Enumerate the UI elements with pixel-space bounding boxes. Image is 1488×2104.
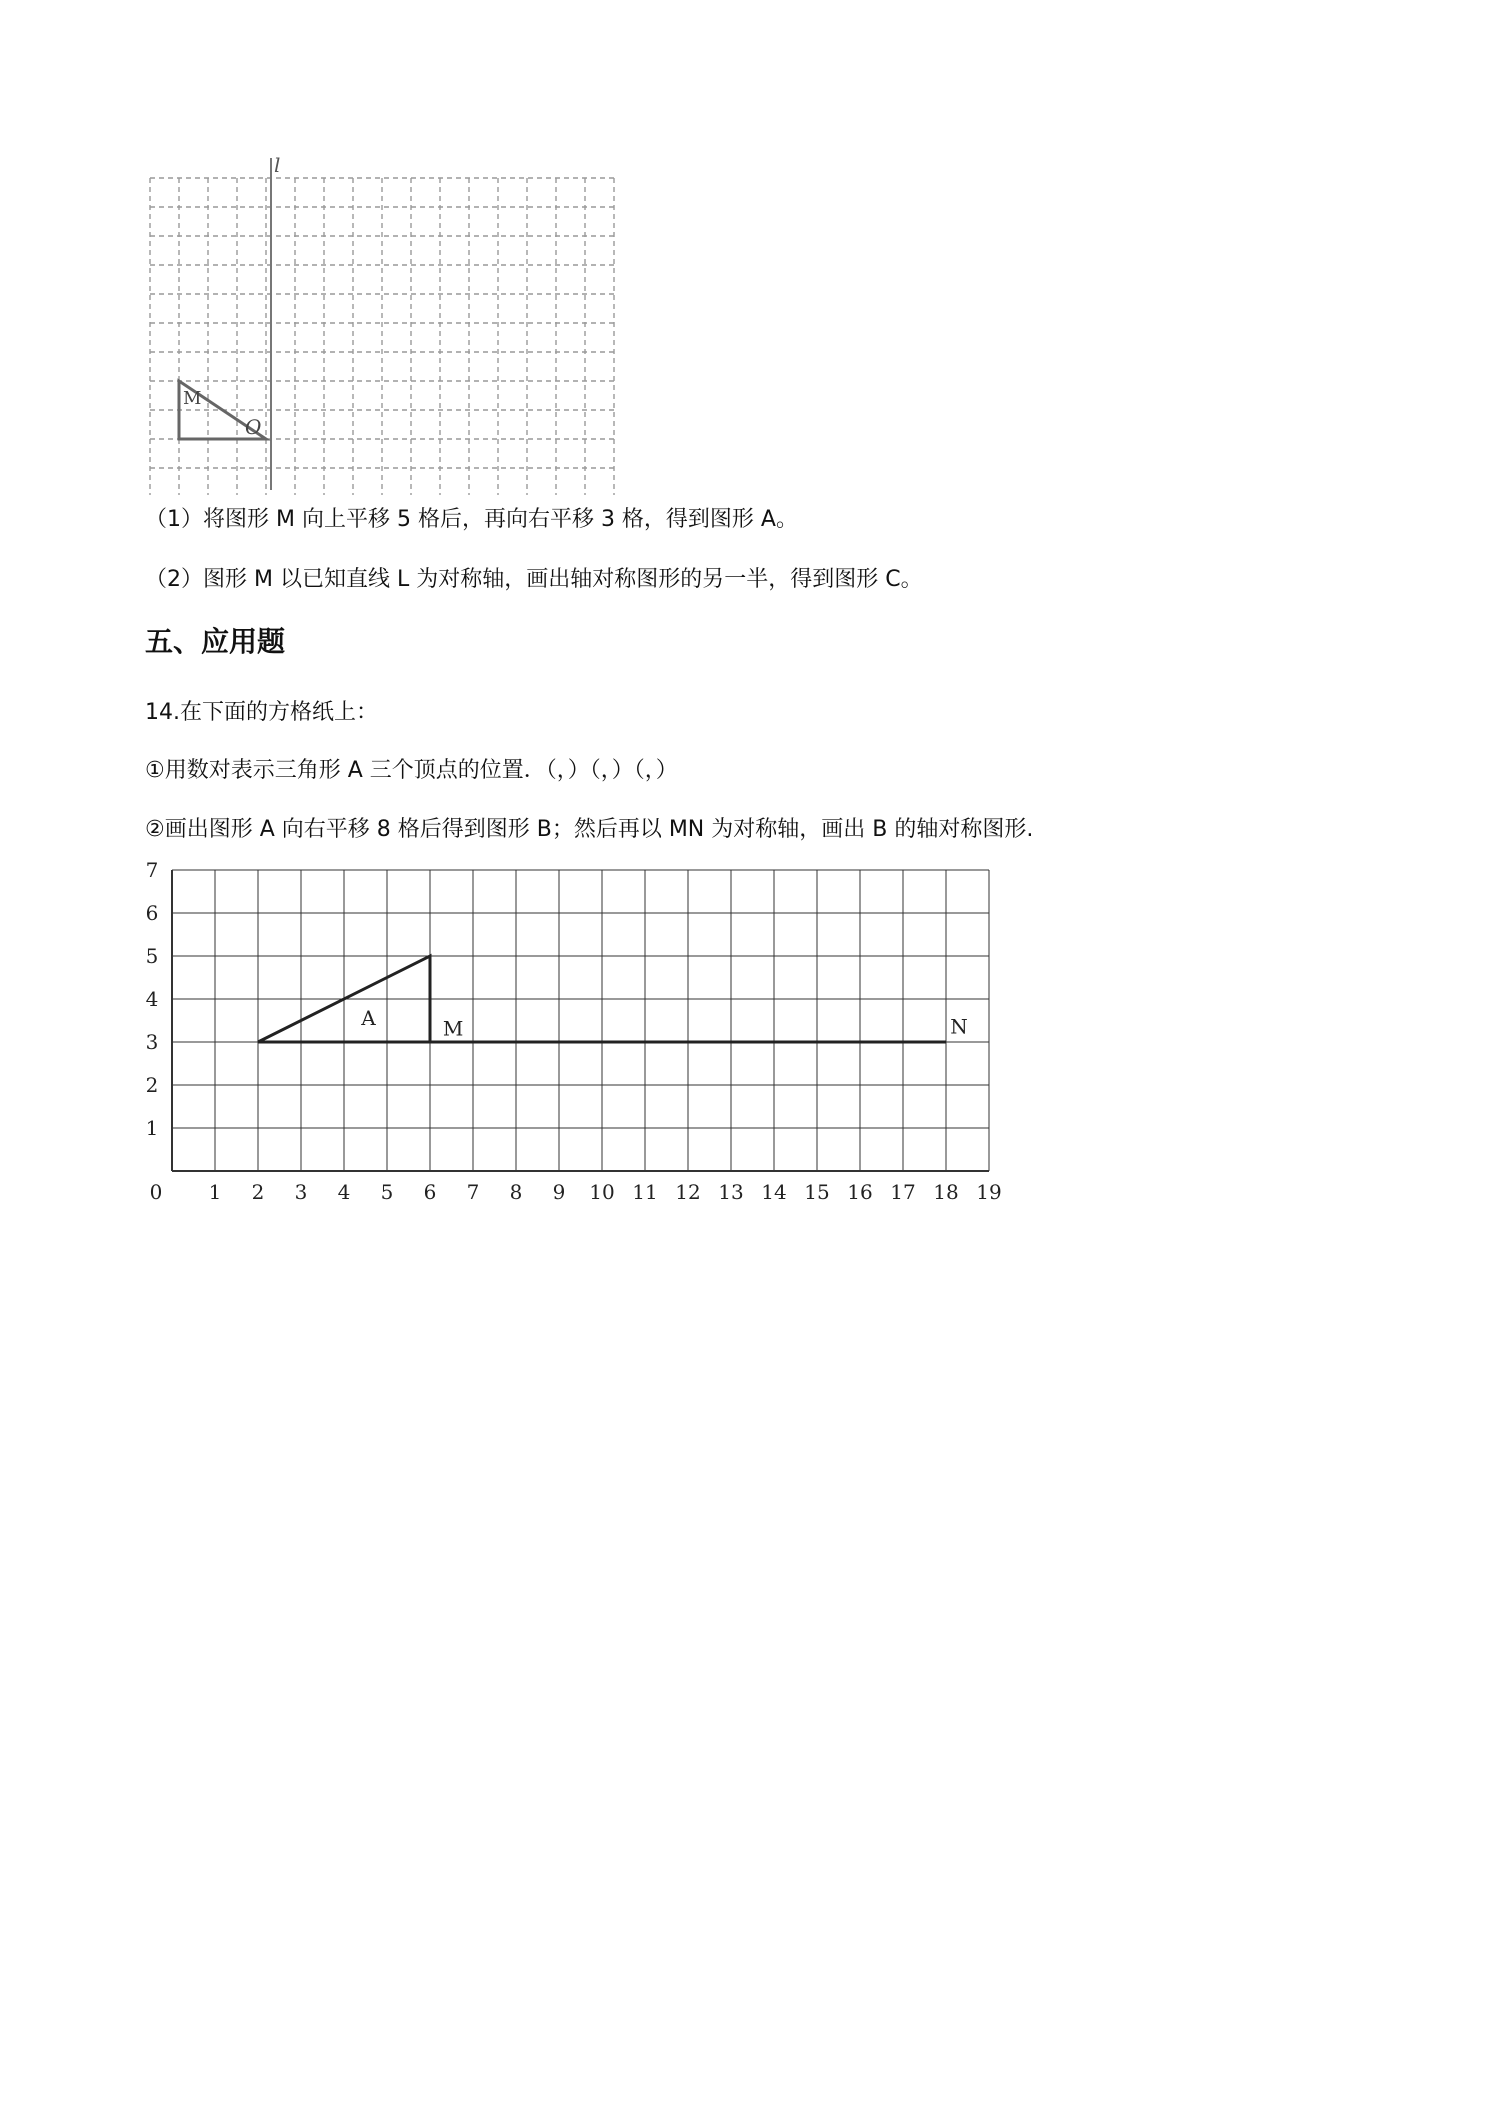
x-tick-label: 7 (466, 1180, 480, 1204)
x-tick-label: 5 (380, 1180, 394, 1204)
triangle-a-label: A (361, 1005, 376, 1030)
axis-label-l: l (274, 153, 281, 177)
y-tick-label: 3 (145, 1030, 159, 1054)
q14-item2: ②画出图形 A 向右平移 8 格后得到图形 B；然后再以 MN 为对称轴，画出 B 的轴对称图形. (145, 817, 1034, 842)
x-tick-label: 6 (423, 1180, 437, 1204)
y-axis-ticks (146, 858, 159, 1140)
x-tick-label: 14 (761, 1180, 787, 1204)
x-tick-label: 0 (149, 1180, 163, 1204)
q13-part2: （2）图形 M 以已知直线 L 为对称轴，画出轴对称图形的另一半，得到图形 C。 (145, 567, 923, 592)
x-tick-label: 16 (847, 1180, 873, 1204)
x-tick-label: 17 (890, 1180, 916, 1204)
q13-part1: （1）将图形 M 向上平移 5 格后，再向右平移 3 格，得到图形 A。 (145, 507, 798, 532)
x-tick-label: 15 (804, 1180, 830, 1204)
origin-label-o: O (245, 415, 262, 439)
figure-grid-m (140, 150, 630, 495)
x-tick-label: 13 (718, 1180, 744, 1204)
x-tick-label: 4 (337, 1180, 351, 1204)
coordinate-grid (172, 870, 989, 1171)
x-tick-label: 2 (251, 1180, 265, 1204)
x-tick-label: 19 (976, 1180, 1002, 1204)
y-tick-label: 6 (145, 901, 159, 925)
x-tick-label: 18 (933, 1180, 959, 1204)
x-tick-label: 9 (552, 1180, 566, 1204)
x-tick-label: 10 (589, 1180, 615, 1204)
label-m: M (442, 1016, 464, 1041)
x-tick-label: 3 (294, 1180, 308, 1204)
q14-stem: 14.在下面的方格纸上： (145, 700, 378, 725)
dashed-grid (150, 178, 614, 495)
x-tick-label: 11 (632, 1180, 658, 1204)
section-title: 五、应用题 (145, 625, 286, 658)
y-tick-label: 2 (145, 1073, 159, 1097)
y-tick-label: 4 (145, 987, 159, 1011)
triangle-m-label: M (183, 388, 202, 409)
y-tick-label: 1 (145, 1116, 159, 1140)
x-tick-label: 8 (509, 1180, 523, 1204)
q14-item1: ①用数对表示三角形 A 三个顶点的位置．（，）（，）（，） (145, 758, 678, 783)
y-tick-label: 5 (145, 944, 159, 968)
x-tick-label: 12 (675, 1180, 701, 1204)
label-n: N (950, 1014, 968, 1039)
x-tick-label: 1 (208, 1180, 222, 1204)
x-axis-ticks (150, 1180, 1002, 1204)
y-tick-label: 7 (145, 858, 159, 882)
figure-grid-a (140, 858, 1010, 1208)
